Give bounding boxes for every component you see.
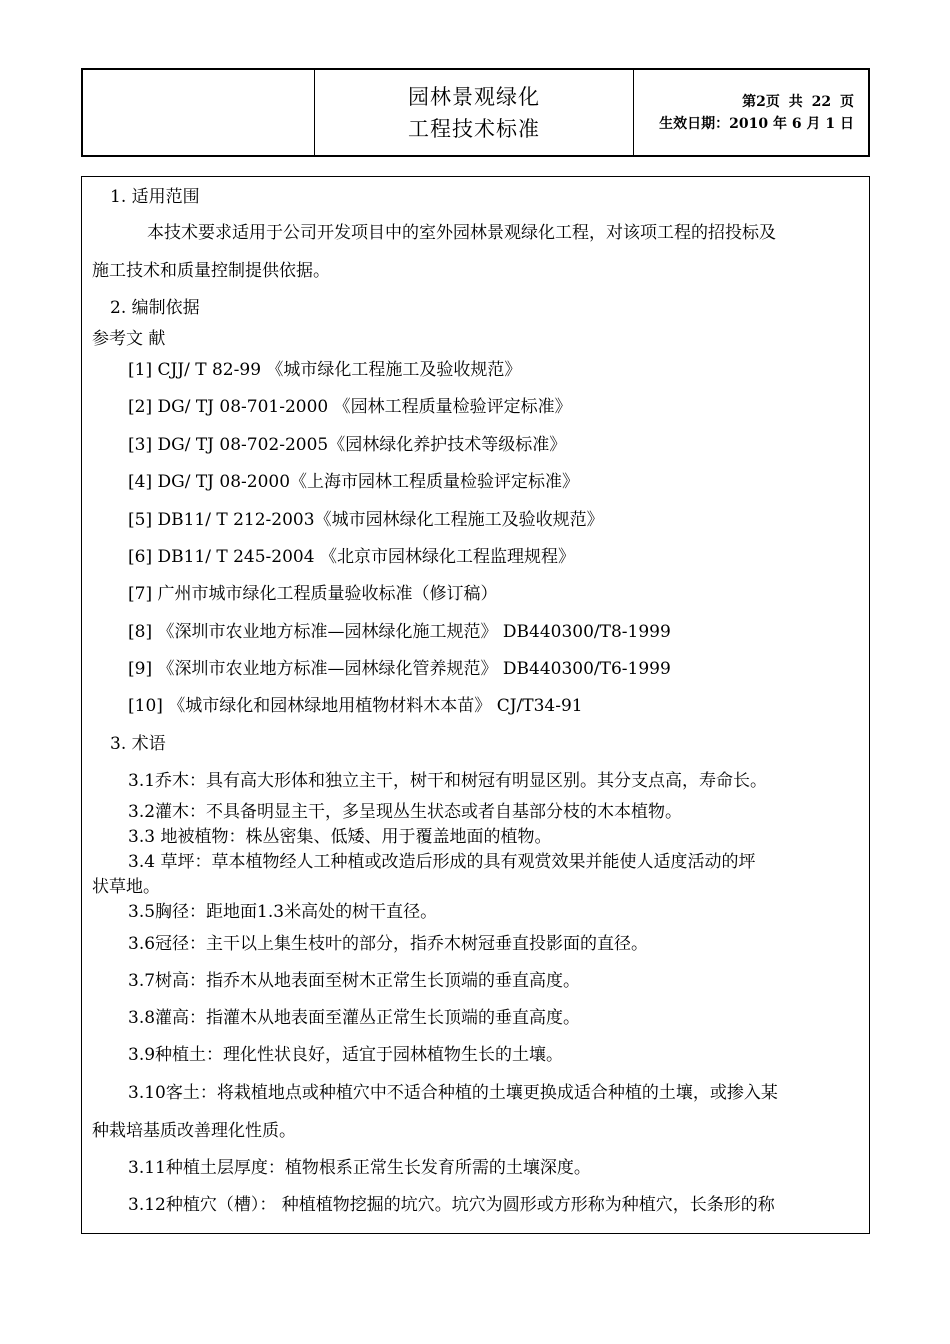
term-definition: 3.5胸径：距地面1.3米高处的树干直径。 xyxy=(128,902,438,922)
term-definition: 3.10客土：将栽植地点或种植穴中不适合种植的土壤更换成适合种植的土壤，或掺入某 xyxy=(128,1083,778,1103)
reference-item: [8] 《深圳市农业地方标准—园林绿化施工规范》 DB440300/T8-1999 xyxy=(128,622,671,642)
document-title-line1: 园林景观绿化 xyxy=(408,84,540,109)
term-definition: 3.9种植土：理化性状良好，适宜于园林植物生长的土壤。 xyxy=(128,1045,564,1065)
document-title-line2: 工程技术标准 xyxy=(408,116,540,141)
term-definition: 3.1乔木：具有高大形体和独立主干，树干和树冠有明显区别。其分支点高，寿命长。 xyxy=(128,771,768,791)
reference-item: [9] 《深圳市农业地方标准—园林绿化管养规范》 DB440300/T6-1999 xyxy=(128,659,671,679)
page-number: 第2页 共 22 页 xyxy=(742,93,854,110)
header-title-cell xyxy=(315,70,634,155)
reference-item: [5] DB11/ T 212-2003《城市园林绿化工程施工及验收规范》 xyxy=(128,510,604,530)
header-info-cell xyxy=(634,70,868,155)
term-definition: 3.11种植土层厚度：植物根系正常生长发育所需的土壤深度。 xyxy=(128,1158,591,1178)
section-heading-basis: 2. 编制依据 xyxy=(110,298,200,318)
term-definition: 3.2灌木：不具备明显主干，多呈现丛生状态或者自基部分枝的木本植物。 xyxy=(128,802,683,822)
section-heading-terms: 3. 术语 xyxy=(110,734,166,754)
document-body xyxy=(81,176,870,1234)
reference-item: [7] 广州市城市绿化工程质量验收标准（修订稿） xyxy=(128,584,498,604)
term-definition: 3.8灌高：指灌木从地表面至灌丛正常生长顶端的垂直高度。 xyxy=(128,1008,581,1028)
scope-paragraph-line2: 施工技术和质量控制提供依据。 xyxy=(92,261,330,281)
section-heading-scope: 1. 适用范围 xyxy=(110,187,200,207)
effective-date: 生效日期：2010 年 6 月 1 日 xyxy=(659,115,854,132)
term-definition: 3.6冠径：主干以上集生枝叶的部分，指乔木树冠垂直投影面的直径。 xyxy=(128,934,649,954)
term-definition: 3.3 地被植物：株丛密集、低矮、用于覆盖地面的植物。 xyxy=(128,827,552,847)
reference-item: [2] DG/ TJ 08-701-2000 《园林工程质量检验评定标准》 xyxy=(128,397,572,417)
document-header-table xyxy=(81,68,870,157)
reference-item: [4] DG/ TJ 08-2000《上海市园林工程质量检验评定标准》 xyxy=(128,472,580,492)
term-definition-continuation: 状草地。 xyxy=(92,877,160,897)
reference-item: [1] CJJ/ T 82-99 《城市绿化工程施工及验收规范》 xyxy=(128,360,522,380)
header-logo-cell xyxy=(83,70,315,155)
scope-paragraph-line1: 本技术要求适用于公司开发项目中的室外园林景观绿化工程，对该项工程的招投标及 xyxy=(147,223,776,243)
term-definition-continuation: 种栽培基质改善理化性质。 xyxy=(92,1121,296,1141)
term-definition: 3.4 草坪：草本植物经人工种植或改造后形成的具有观赏效果并能使人适度活动的坪 xyxy=(128,852,756,872)
term-definition: 3.7树高：指乔木从地表面至树木正常生长顶端的垂直高度。 xyxy=(128,971,581,991)
reference-item: [10] 《城市绿化和园林绿地用植物材料木本苗》 CJ/T34-91 xyxy=(128,696,583,716)
references-heading: 参考文 献 xyxy=(92,329,166,349)
term-definition: 3.12种植穴（槽）： 种植植物挖掘的坑穴。坑穴为圆形或方形称为种植穴，长条形的称 xyxy=(128,1195,775,1215)
reference-item: [3] DG/ TJ 08-702-2005《园林绿化养护技术等级标准》 xyxy=(128,435,567,455)
reference-item: [6] DB11/ T 245-2004 《北京市园林绿化工程监理规程》 xyxy=(128,547,575,567)
